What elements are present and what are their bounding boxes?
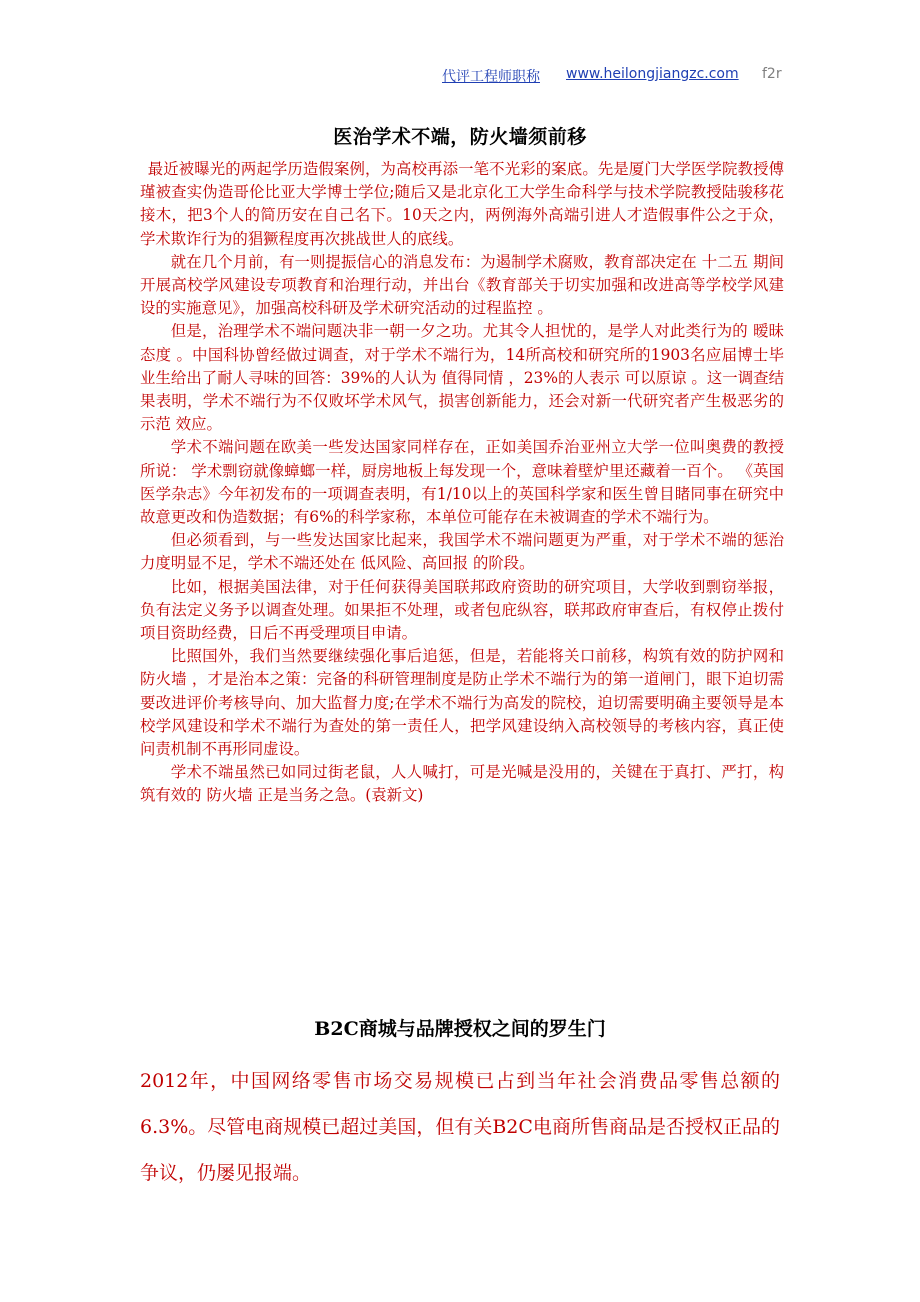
article1-paragraph: 学术不端问题在欧美一些发达国家同样存在，正如美国乔治亚州立大学一位叫奥费的教授所说： 学术剽窃就像蟑螂一样，厨房地板上每发现一个，意味着壁炉里还藏着一百个。 《英国医学杂志》今年初发布的一项调查表明，有1/10以上的英国科学家和医生曾目睹同事在研究中故意更改和伪造数据；有6%的科学家称，本单位可能存在未被调查的学术不端行为。 (140, 438, 784, 527)
article1-paragraph: 但必须看到，与一些发达国家比起来，我国学术不端问题更为严重，对于学术不端的惩治力度明显不足，学术不端还处在 低风险、高回报 的阶段。 (140, 531, 784, 573)
page-header (0, 66, 920, 90)
article2-body (140, 1058, 780, 1196)
header-link-title[interactable]: 代评工程师职称 (442, 69, 540, 85)
article2-title: B2C商城与品牌授权之间的罗生门 (314, 1018, 606, 1040)
article1-body (140, 158, 784, 808)
article1-paragraph: 学术不端虽然已如同过街老鼠，人人喊打，可是光喊是没用的，关键在于真打、严打，构筑有效的 防火墙 正是当务之急。(袁新文) (140, 763, 784, 805)
header-code: f2r (762, 66, 782, 82)
article1-title: 医治学术不端，防火墙须前移 (333, 126, 587, 148)
article1-paragraph: 比照国外，我们当然要继续强化事后追惩，但是，若能将关口前移，构筑有效的防护网和 防火墙 ，才是治本之策：完备的科研管理制度是防止学术不端行为的第一道闸门，眼下迫切需要改进评价考核导向、加大监督力度;在学术不端行为高发的院校，迫切需要明确主要领导是本校学风建设和学术不端行为查处的第一责任人，把学风建设纳入高校领导的考核内容，真正使问责机制不再形同虚设。 (140, 647, 784, 759)
article1-paragraph: 就在几个月前，有一则提振信心的消息发布：为遏制学术腐败，教育部决定在 十二五 期间开展高校学风建设专项教育和治理行动，并出台《教育部关于切实加强和改进高等学校学风建设的实施意见》，加强高校科研及学术研究活动的过程监控 。 (140, 252, 784, 318)
article1-paragraph: 最近被曝光的两起学历造假案例，为高校再添一笔不光彩的案底。先是厦门大学医学院教授傅瑾被查实伪造哥伦比亚大学博士学位;随后又是北京化工大学生命科学与技术学院教授陆骏移花接木，把3个人的简历安在自己名下。10天之内，两例海外高端引进人才造假事件公之于众，学术欺诈行为的猖獗程度再次挑战世人的底线。 (140, 160, 784, 248)
article1-paragraph: 但是，治理学术不端问题决非一朝一夕之功。尤其令人担忧的，是学人对此类行为的 暧昧态度 。中国科协曾经做过调查，对于学术不端行为，14所高校和研究所的1903名应届博士毕业生给出了耐人寻味的回答：39%的人认为 值得同情 ，23%的人表示 可以原谅 。这一调查结果表明，学术不端行为不仅败坏学术风气，损害创新能力，还会对新一代研究者产生极恶劣的 示范 效应。 (140, 322, 784, 434)
article2-paragraph: 2012年，中国网络零售市场交易规模已占到当年社会消费品零售总额的6.3%。尽管电商规模已超过美国，但有关B2C电商所售商品是否授权正品的争议，仍屡见报端。 (140, 1070, 780, 1184)
header-link-url[interactable]: www.heilongjiangzc.com (566, 66, 739, 82)
article1-paragraph: 比如，根据美国法律，对于任何获得美国联邦政府资助的研究项目，大学收到剽窃举报，负有法定义务予以调查处理。如果拒不处理，或者包庇纵容，联邦政府审查后，有权停止拨付项目资助经费，日后不再受理项目申请。 (140, 577, 784, 643)
